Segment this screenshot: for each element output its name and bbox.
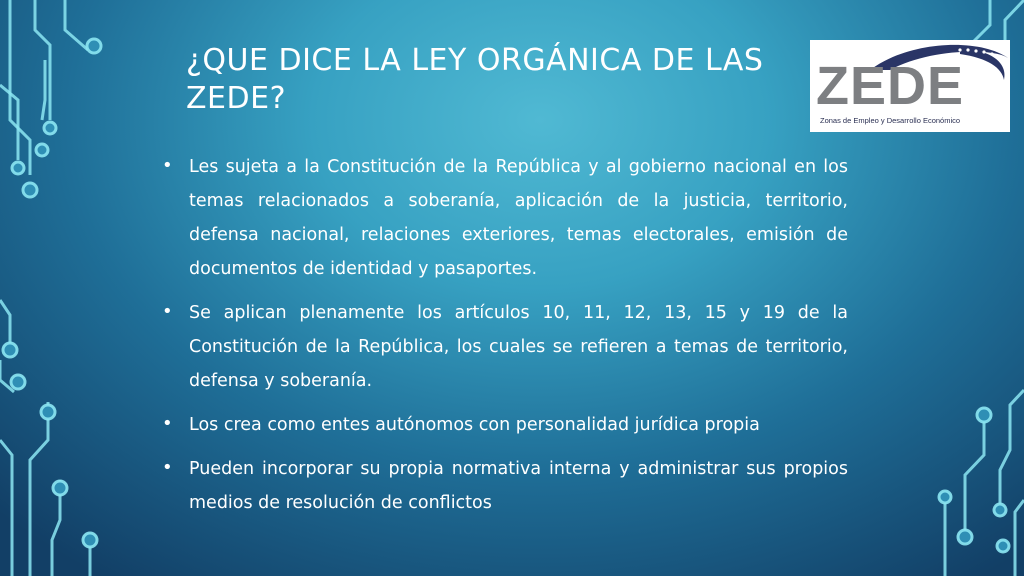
bullet-item: [160, 296, 848, 398]
bullet-text: Les sujeta a la Constitución de la República y al gobierno nacional en los temas relacionados a soberanía, aplicación de la justicia, territorio, defensa nacional, relaciones exteriores, temas electorales, emisión de documentos de identidad y pasaportes.: [189, 157, 848, 279]
zede-logo: [810, 40, 1010, 132]
bullet-item: [160, 150, 848, 286]
bullet-item: [160, 408, 848, 442]
bullet-text: Pueden incorporar su propia normativa interna y administrar sus propios medios de resolución de conflictos: [189, 459, 848, 513]
slide-title: ¿QUE DICE LA LEY ORGÁNICA DE LAS ZEDE?: [186, 43, 764, 116]
bullet-item: [160, 452, 848, 520]
bullet-text: Los crea como entes autónomos con personalidad jurídica propia: [189, 415, 760, 435]
logo-tagline: Zonas de Empleo y Desarrollo Económico: [820, 116, 961, 125]
bullet-list: [160, 150, 848, 530]
bullet-dot-icon: •: [162, 155, 173, 176]
bullet-dot-icon: •: [162, 413, 173, 434]
logo-wordmark: ZEDE: [816, 56, 965, 116]
bullet-text: Se aplican plenamente los artículos 10, 11, 12, 13, 15 y 19 de la Constitución de la República, los cuales se refieren a temas de territorio, defensa y soberanía.: [189, 303, 848, 391]
bullet-dot-icon: •: [162, 301, 173, 322]
bullet-dot-icon: •: [162, 457, 173, 478]
